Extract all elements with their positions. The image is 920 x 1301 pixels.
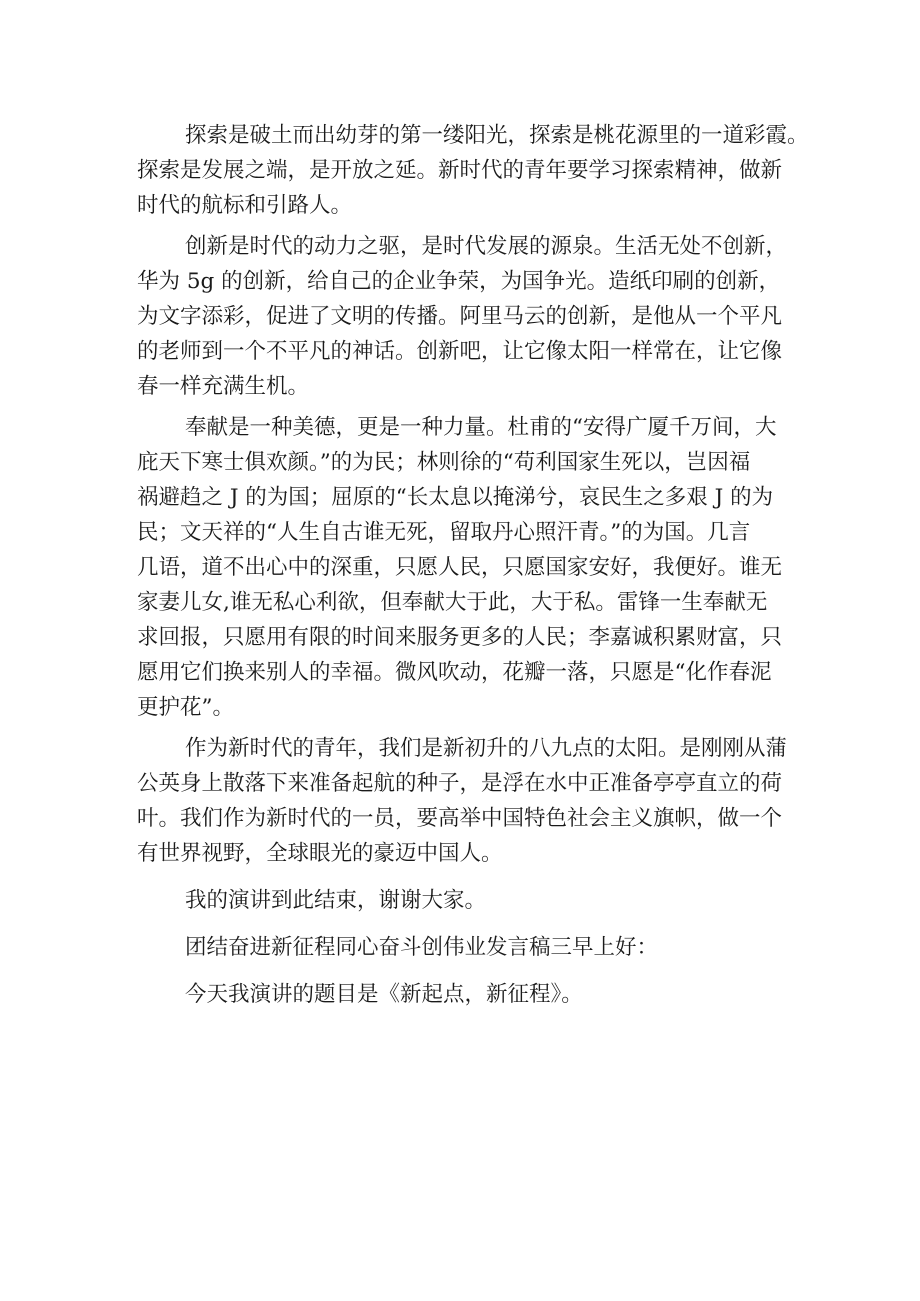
text-line: 华为 5g 的创新，给自己的企业争荣，为国争光。造纸印刷的创新，	[137, 269, 781, 294]
text-line: 创新是时代的动力之驱，是时代发展的源泉。生活无处不创新，	[185, 234, 788, 259]
paragraph-youth	[137, 731, 809, 871]
text-line: 更护花”。	[137, 695, 234, 720]
text-line: 时代的航标和引路人。	[137, 193, 353, 218]
text-line: 家妻儿女,谁无私心利欲，但奉献大于此，大于私。雷锋一生奉献无	[137, 590, 768, 615]
text-line: 的老师到一个不平凡的神话。创新吧，让它像太阳一样常在，让它像	[137, 339, 783, 364]
text-line: 奉献是一种美德，更是一种力量。杜甫的“安得广厦千万间，大	[185, 415, 777, 440]
text-line: 我的演讲到此结束，谢谢大家。	[185, 888, 487, 913]
text-line: 今天我演讲的题目是《新起点，新征程》。	[185, 982, 583, 1007]
text-line: 叶。我们作为新时代的一员，要高举中国特色社会主义旗帜，做一个	[137, 806, 783, 831]
paragraph-next-title	[137, 930, 809, 965]
paragraph-innovation	[137, 229, 809, 404]
text-line: 为文字添彩，促进了文明的传播。阿里马云的创新，是他从一个平凡	[137, 304, 783, 329]
text-line: 有世界视野，全球眼光的豪迈中国人。	[137, 841, 503, 866]
paragraph-dedication	[137, 410, 809, 725]
paragraph-exploration	[137, 118, 809, 223]
text-line: 探索是破土而出幼芽的第一缕阳光，探索是桃花源里的一道彩霞。	[185, 123, 809, 148]
paragraph-topic	[137, 977, 809, 1012]
paragraph-closing	[137, 883, 809, 918]
text-line: 求回报，只愿用有限的时间来服务更多的人民；李嘉诚积累财富，只	[137, 625, 783, 650]
text-line: 几语，道不出心中的深重，只愿人民，只愿国家安好，我便好。谁无	[137, 555, 783, 580]
text-line: 愿用它们换来别人的幸福。微风吹动，花瓣一落，只愿是“化作春泥	[137, 660, 772, 685]
text-line: 作为新时代的青年，我们是新初升的八九点的太阳。是刚刚从蒲	[185, 736, 788, 761]
text-line: 团结奋进新征程同心奋斗创伟业发言稿三早上好：	[185, 935, 659, 960]
text-line: 春一样充满生机。	[137, 374, 310, 399]
document-page	[137, 118, 809, 1012]
text-line: 探索是发展之端，是开放之延。新时代的青年要学习探索精神，做新	[137, 158, 783, 183]
text-line: 民；文天祥的“人生自古谁无死，留取丹心照汗青。”的为国。几言	[137, 520, 751, 545]
text-line: 庇天下寒士俱欢颜。”的为民；林则徐的“苟利国家生死以，岂因福	[137, 450, 751, 475]
text-line: 祸避趋之 J 的为国；屈原的“长太息以掩涕兮，哀民生之多艰 J 的为	[137, 485, 774, 510]
text-line: 公英身上散落下来准备起航的种子，是浮在水中正准备亭亭直立的荷	[137, 771, 783, 796]
